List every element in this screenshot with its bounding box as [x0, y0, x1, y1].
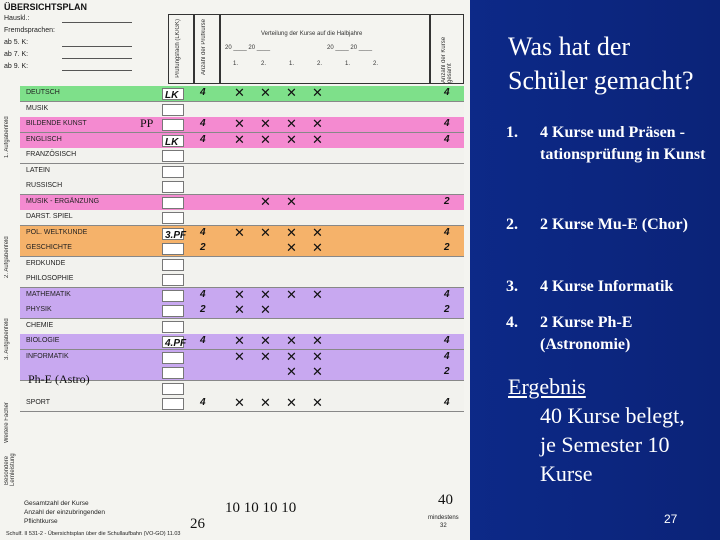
exam-subject-cell [162, 321, 184, 333]
course-total: 2 [444, 242, 450, 253]
semester-cross-mark: ✕ [286, 241, 297, 256]
semester-cross-mark: ✕ [312, 365, 323, 380]
exam-subject-cell [162, 197, 184, 209]
course-count: 2 [200, 304, 206, 315]
course-count: 4 [200, 288, 206, 300]
side-label-2: 2. Aufgabenfeld [4, 236, 10, 279]
exam-subject-cell [162, 398, 184, 410]
note-phe-astro: Ph-E (Astro) [28, 372, 90, 386]
semester-cross-mark: ✕ [312, 287, 323, 303]
semester-cross-mark: ✕ [286, 287, 297, 303]
course-row [20, 148, 464, 164]
exam-subject-cell [162, 104, 184, 116]
course-label: DEUTSCH [26, 89, 60, 96]
course-row [20, 117, 464, 133]
ergebnis-heading: Ergebnis [508, 374, 586, 399]
course-total: 4 [444, 335, 450, 346]
course-label: GESCHICHTE [26, 244, 72, 251]
course-label: RUSSISCH [26, 182, 63, 189]
course-total: 2 [444, 366, 450, 377]
semester-cross-mark: ✕ [286, 225, 297, 241]
course-row [20, 334, 464, 350]
footer-form-id: Schulf. II 531-2 - Übersichtsplan über die Schullaufbahn (VO-GO) 11.03 [6, 531, 181, 537]
ergebnis-line-1: 40 Kurse belegt, [540, 403, 685, 428]
course-count: 2 [200, 242, 206, 253]
semester-cross-mark: ✕ [260, 117, 271, 132]
course-count: 4 [200, 397, 206, 408]
course-label: ENGLISCH [26, 135, 62, 143]
semester-cross-mark: ✕ [312, 117, 323, 132]
footer-mindestens: mindestens [428, 515, 459, 521]
semester-cross-mark: ✕ [286, 396, 297, 411]
course-row [20, 396, 464, 412]
semester-cross-mark: ✕ [260, 303, 271, 318]
field-hauskl: Hauskl.: [4, 15, 29, 22]
semester-header: 1. [345, 61, 351, 67]
footer-pflichtkurse: Pflichtkurse [24, 518, 58, 525]
col-header-pruefungsfach: Prüfungsfach (LK/GK) [168, 14, 194, 84]
course-total: 4 [444, 226, 450, 238]
exam-subject-cell [162, 367, 184, 379]
course-row [20, 179, 464, 195]
note-pp: PP [140, 116, 154, 130]
side-label-3: 3. Aufgabenfeld [4, 318, 10, 361]
semester-header: 2. [261, 61, 267, 67]
course-row [20, 133, 464, 149]
semester-cross-mark: ✕ [286, 194, 297, 210]
col-header-anzahl: Anzahl der Prüfkurse [194, 14, 220, 84]
semester-cross-mark: ✕ [312, 225, 323, 241]
course-label: MATHEMATIK [26, 290, 71, 298]
course-label: INFORMATIK [26, 352, 69, 360]
semester-cross-mark: ✕ [234, 225, 245, 241]
exam-subject-cell [162, 88, 184, 100]
course-total: 2 [444, 195, 450, 207]
semester-cross-mark: ✕ [260, 287, 271, 303]
ergebnis-line-3: Kurse [540, 461, 593, 486]
col-header-gesamt: Anzahl der Kurse gesamt [430, 14, 464, 84]
course-label: SPORT [26, 399, 50, 406]
semester-cross-mark: ✕ [286, 334, 297, 349]
semester-cross-mark: ✕ [312, 396, 323, 411]
side-label-weitere: Weitere Fächer [4, 402, 10, 444]
semester-cross-mark: ✕ [234, 349, 245, 365]
course-label: ERDKUNDE [26, 259, 66, 267]
semester-cross-mark: ✕ [260, 225, 271, 241]
course-label: BILDENDE KUNST [26, 120, 87, 127]
semester-cross-mark: ✕ [312, 132, 323, 148]
semester-cross-mark: ✕ [286, 132, 297, 148]
course-count: 4 [200, 87, 206, 98]
course-total: 4 [444, 350, 450, 362]
semester-cross-mark: ✕ [312, 334, 323, 349]
course-count: 4 [200, 118, 206, 129]
exam-mark: 4.PF [165, 338, 187, 349]
semester-cross-mark: ✕ [234, 396, 245, 411]
course-label: MUSIK [26, 104, 49, 112]
semester-header: 1. [289, 61, 295, 67]
exam-subject-cell [162, 290, 184, 302]
course-row [20, 272, 464, 288]
semester-cross-mark: ✕ [234, 117, 245, 132]
ergebnis-line-2: je Semester 10 [540, 432, 670, 457]
course-row [20, 303, 464, 319]
semester-header: 2. [317, 61, 323, 67]
side-label-1: 1. Aufgabenfeld [4, 116, 10, 159]
semester-cross-mark: ✕ [234, 334, 245, 349]
field-fremdsprachen: Fremdsprachen: [4, 27, 55, 34]
course-total: 2 [444, 304, 450, 315]
exam-subject-cell [162, 336, 187, 349]
course-label: CHEMIE [26, 321, 54, 329]
course-label: DARST. SPIEL [26, 213, 73, 220]
footer-mindestens-value: 32 [440, 523, 447, 529]
exam-mark: LK [165, 136, 179, 148]
course-row [20, 257, 464, 273]
field-ab9: ab 9. K: [4, 63, 28, 70]
course-label: FRANZÖSISCH [26, 151, 77, 158]
course-total: 4 [444, 87, 450, 98]
course-total: 4 [444, 118, 450, 129]
exam-subject-cell [162, 135, 184, 147]
course-row [20, 241, 464, 257]
semester-cross-mark: ✕ [234, 132, 245, 148]
semester-cross-mark: ✕ [260, 194, 271, 210]
field-ab7: ab 7. K: [4, 51, 28, 58]
exam-subject-cell [162, 212, 184, 224]
exam-subject-cell [162, 150, 184, 162]
semester-cross-mark: ✕ [260, 396, 271, 411]
handwritten-semester-counts: 10 10 10 10 [225, 500, 297, 516]
course-count: 4 [200, 335, 206, 346]
course-count: 4 [200, 133, 206, 145]
semester-cross-mark: ✕ [286, 86, 297, 101]
course-total: 4 [444, 397, 450, 408]
handwritten-40: 40 [438, 492, 453, 508]
exam-subject-cell [162, 119, 184, 131]
semester-cross-mark: ✕ [260, 86, 271, 101]
exam-subject-cell [162, 352, 184, 364]
footer-anzahl: Anzahl der einzubringenden [24, 509, 105, 516]
course-row [20, 195, 464, 211]
course-count: 4 [200, 226, 206, 238]
form-title: ÜBERSICHTSPLAN [4, 2, 88, 12]
course-total: 4 [444, 288, 450, 300]
course-row [20, 319, 464, 335]
page-number: 27 [664, 512, 678, 526]
semester-cross-mark: ✕ [312, 241, 323, 256]
exam-subject-cell [162, 181, 184, 193]
course-label: MUSIK - ERGÄNZUNG [26, 197, 100, 205]
exam-subject-cell [162, 274, 184, 286]
course-label: PHYSIK [26, 306, 52, 313]
course-row [20, 86, 464, 102]
semester-cross-mark: ✕ [286, 117, 297, 132]
side-label-bll: Besondere Lernleistung [4, 453, 16, 487]
semester-cross-mark: ✕ [260, 132, 271, 148]
semester-cross-mark: ✕ [260, 349, 271, 365]
exam-subject-cell [162, 228, 187, 241]
semester-cross-mark: ✕ [286, 349, 297, 365]
col-header-verteilung: Verteilung der Kurse auf die Halbjahre 20 ____ 20 ____ 20 ____ 20 ____ 1. 2. 1. 2. 1. 2. [220, 14, 430, 84]
semester-header: 1. [233, 61, 239, 67]
course-row [20, 164, 464, 180]
ergebnis [508, 372, 685, 488]
semester-cross-mark: ✕ [234, 86, 245, 101]
course-label: LATEIN [26, 166, 50, 174]
exam-subject-cell [162, 383, 184, 395]
course-row [20, 102, 464, 118]
course-total: 4 [444, 133, 450, 145]
course-row [20, 210, 464, 226]
semester-cross-mark: ✕ [312, 349, 323, 365]
exam-mark: 3.PF [165, 229, 187, 241]
semester-header: 2. [373, 61, 379, 67]
semester-cross-mark: ✕ [260, 334, 271, 349]
exam-mark: LK [165, 90, 179, 101]
exam-subject-cell [162, 166, 184, 178]
course-label: PHILOSOPHIE [26, 275, 74, 282]
semester-cross-mark: ✕ [234, 303, 245, 318]
exam-subject-cell [162, 305, 184, 317]
semester-cross-mark: ✕ [234, 287, 245, 303]
course-row [20, 288, 464, 304]
semester-cross-mark: ✕ [312, 86, 323, 101]
footer-gesamtzahl: Gesamtzahl der Kurse [24, 500, 89, 507]
slide-title: Was hat der Schüler gemacht? [508, 32, 694, 95]
course-label: BIOLOGIE [26, 337, 60, 344]
course-label: POL. WELTKUNDE [26, 228, 88, 236]
exam-subject-cell [162, 259, 184, 271]
handwritten-26: 26 [190, 516, 205, 532]
course-row [20, 226, 464, 242]
course-row [20, 350, 464, 366]
field-ab5: ab 5. K: [4, 39, 28, 46]
semester-cross-mark: ✕ [286, 365, 297, 380]
exam-subject-cell [162, 243, 184, 255]
